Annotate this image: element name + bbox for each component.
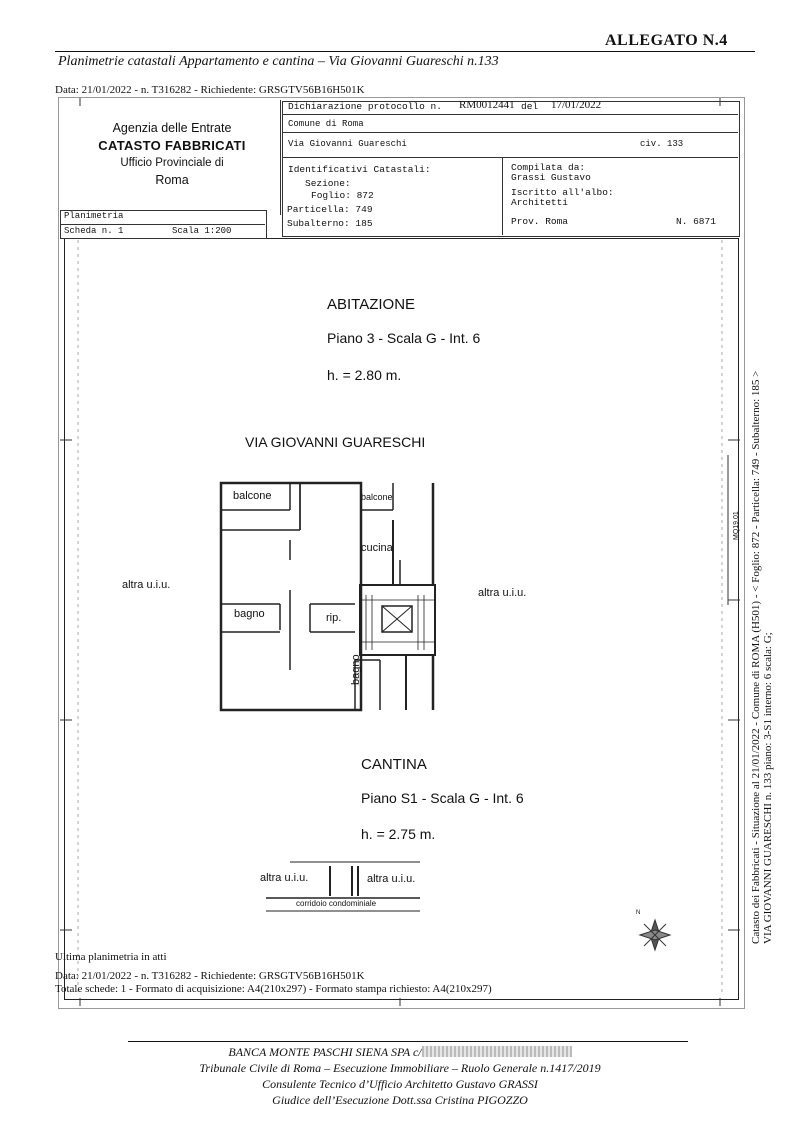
agency-city: Roma <box>155 173 189 187</box>
footer-line-3: Consulente Tecnico d’Ufficio Architetto Gustavo GRASSI <box>262 1077 538 1091</box>
planimetria-label: Planimetria <box>64 211 124 221</box>
protocollo-date: 17/01/2022 <box>551 99 602 111</box>
room-bagno-2: bagno <box>350 654 362 685</box>
altra-uiu-left: altra u.i.u. <box>122 579 171 591</box>
albo-value: Architetti <box>511 197 569 208</box>
cantina-piano: Piano S1 - Scala G - Int. 6 <box>361 790 524 806</box>
provincia-label: Prov. Roma <box>511 216 569 227</box>
scheda-label: Scheda n. 1 <box>64 226 124 236</box>
altra-uiu-cantina-right: altra u.i.u. <box>367 873 416 885</box>
footer-line-4: Giudice dell’Esecuzione Dott.ssa Cristina PIGOZZO <box>272 1093 528 1107</box>
scala-label: Scala 1:200 <box>172 226 232 236</box>
room-balcone-left: balcone <box>233 490 272 502</box>
cantina-height: h. = 2.75 m. <box>361 826 436 842</box>
bottom-data-line: Data: 21/01/2022 - n. T316282 - Richiedente: GRSGTV56B16H501K <box>55 970 365 982</box>
request-data-line: Data: 21/01/2022 - n. T316282 - Richiedente: GRSGTV56B16H501K <box>55 84 365 96</box>
footer-line-2: Tribunale Civile di Roma – Esecuzione Immobiliare – Ruolo Generale n.1417/2019 <box>199 1061 601 1075</box>
compilata-label: Compilata da: <box>511 162 586 173</box>
footer-rule <box>128 1041 688 1042</box>
north-label: N <box>636 910 641 916</box>
altra-uiu-right: altra u.i.u. <box>478 587 527 599</box>
subalterno-label: Subalterno: 185 <box>287 218 373 229</box>
room-ripostiglio: rip. <box>326 612 342 624</box>
civico-label: civ. 133 <box>640 139 684 149</box>
abitazione-height: h. = 2.80 m. <box>327 367 402 383</box>
corridoio-label: corridoio condominiale <box>296 899 377 908</box>
room-balcone-right: balcone <box>361 492 393 502</box>
particella-label: Particella: 749 <box>287 204 373 215</box>
totale-schede-line: Totale schede: 1 - Formato di acquisizione: A4(210x297) - Formato stampa richiesto: A4(210x297) <box>55 983 492 995</box>
agency-office: Ufficio Provinciale di <box>120 157 224 169</box>
protocollo-number: RM0012441 <box>459 99 515 111</box>
identificativi-label: Identificativi Catastali: <box>288 164 431 175</box>
side-cadastral-text <box>750 344 774 944</box>
foglio-label: Foglio: 872 <box>311 190 374 201</box>
compilatore-name: Grassi Gustavo <box>511 172 591 183</box>
street-label: VIA GIOVANNI GUARESCHI <box>245 434 426 450</box>
via-label: Via Giovanni Guareschi <box>288 139 407 149</box>
agency-department: CATASTO FABBRICATI <box>98 138 246 153</box>
sezione-label: Sezione: <box>305 178 351 189</box>
altra-uiu-cantina-left: altra u.i.u. <box>260 872 309 884</box>
side-text-line-2: VIA GIOVANNI GUARESCHI n. 133 piano: 3-S1 interno: 6 scala: G; <box>762 632 774 944</box>
room-bagno: bagno <box>234 608 265 620</box>
side-mark: MQ19.01 <box>733 511 740 540</box>
albo-number: N. 6871 <box>676 216 716 227</box>
allegato-label: ALLEGATO N.4 <box>605 32 728 49</box>
del-label: del <box>521 101 539 112</box>
comune-label: Comune di Roma <box>288 119 364 129</box>
document-title: Planimetrie catastali Appartamento e cantina – Via Giovanni Guareschi n.133 <box>58 54 499 69</box>
agency-name: Agenzia delle Entrate <box>112 121 232 135</box>
room-cucina: cucina <box>361 542 393 554</box>
cantina-heading: CANTINA <box>361 756 427 773</box>
side-text-line-1: Catasto dei Fabbricati - Situazione al 21/01/2022 - Comune di ROMA (H501) - < Foglio: 872 - Particella: 749 - Subalterno: 185 > <box>750 370 762 944</box>
footer-line-1 <box>0 1045 800 1060</box>
abitazione-heading: ABITAZIONE <box>327 296 416 313</box>
ultima-planimetria: Ultima planimetria in atti <box>55 951 167 963</box>
iscritto-label: Iscritto all'albo: <box>511 187 614 198</box>
abitazione-piano: Piano 3 - Scala G - Int. 6 <box>327 330 481 346</box>
redacted-text <box>422 1046 572 1057</box>
dichiarazione-prefix: Dichiarazione protocollo n. <box>288 101 442 112</box>
footer-bank: BANCA MONTE PASCHI SIENA SPA c/ <box>228 1045 422 1059</box>
